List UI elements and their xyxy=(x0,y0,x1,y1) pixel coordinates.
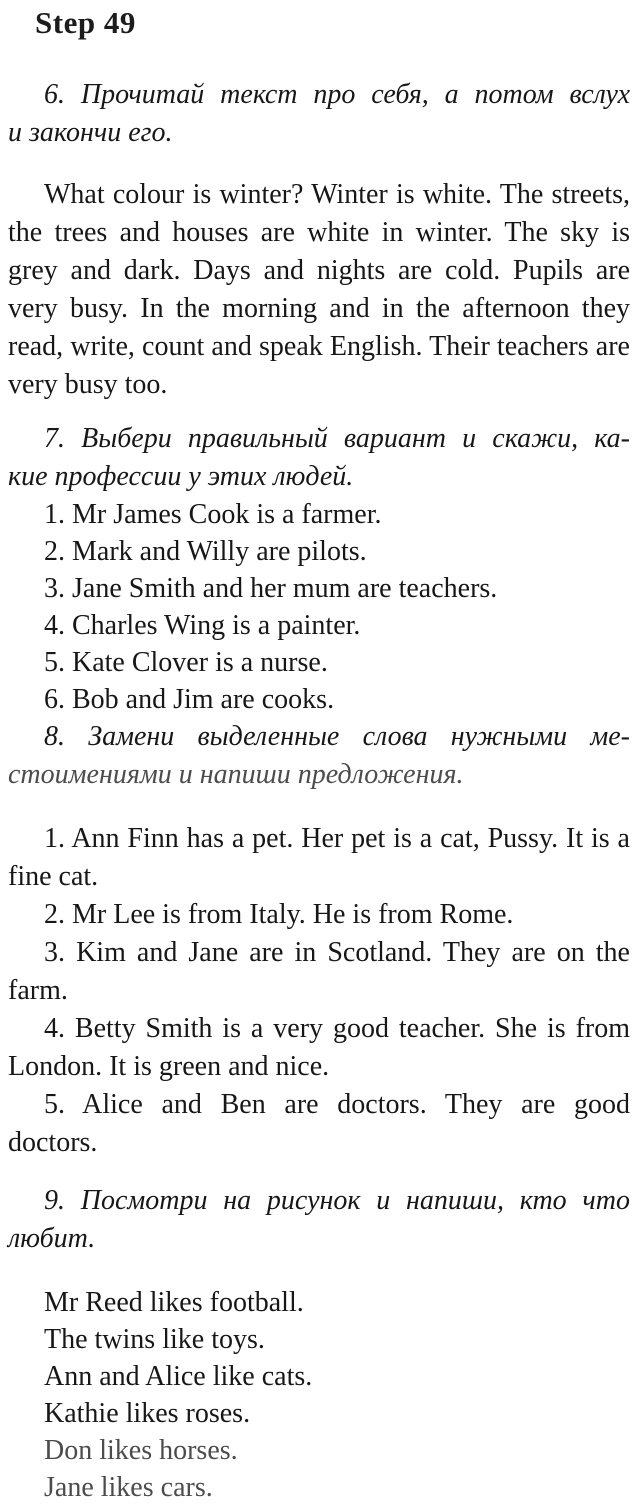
exercise-8 xyxy=(8,718,630,1162)
exercise-8-instruction xyxy=(8,718,630,794)
exercise-9-item: Ann and Alice like cats. xyxy=(44,1361,313,1392)
exercise-9-item: Kathie likes roses. xyxy=(44,1398,251,1429)
exercise-8-instruction-line-2: стоимениями и напиши предложения. xyxy=(8,759,464,790)
exercise-8-item: 1. Ann Finn has a pet. Her pet is a cat, Pussy. It is a fine cat. xyxy=(8,823,630,892)
exercise-9-items xyxy=(8,1284,630,1506)
exercise-7-item: 3. Jane Smith and her mum are teachers. xyxy=(44,573,498,604)
exercise-7-items xyxy=(8,496,630,718)
exercise-7-instruction xyxy=(8,420,630,496)
page-title: Step 49 xyxy=(35,5,136,40)
exercise-8-item: 4. Betty Smith is a very good teacher. She is from London. It is green and nice. xyxy=(8,1013,630,1082)
exercise-6-instruction-line-1: 6. Прочитай текст про себя, а потом вслух xyxy=(44,79,630,110)
exercise-9-instruction-line-1: 9. Посмотри на рисунок и напиши, кто что xyxy=(44,1185,630,1216)
exercise-9-item: Mr Reed likes football. xyxy=(44,1287,304,1318)
exercise-7-item: 4. Charles Wing is a painter. xyxy=(44,610,361,641)
exercise-7-item: 6. Bob and Jim are cooks. xyxy=(44,684,335,715)
exercise-9 xyxy=(8,1182,630,1506)
exercise-9-instruction xyxy=(8,1182,630,1258)
exercise-9-item: Jane likes cars. xyxy=(44,1472,213,1503)
exercise-6 xyxy=(8,76,630,404)
exercise-7-item: 5. Kate Clover is a nurse. xyxy=(44,647,328,678)
exercise-9-instruction-line-2: любит. xyxy=(8,1223,96,1254)
exercise-6-instruction-line-2: и закончи его. xyxy=(8,117,173,148)
exercise-7 xyxy=(8,420,630,718)
exercise-9-item: The twins like toys. xyxy=(44,1324,265,1355)
exercise-7-item: 1. Mr James Cook is a farmer. xyxy=(44,499,382,530)
exercise-8-item: 3. Kim and Jane are in Scotland. They are on the farm. xyxy=(8,937,630,1006)
exercise-9-item: Don likes horses. xyxy=(44,1435,238,1466)
exercise-8-item: 2. Mr Lee is from Italy. He is from Rome. xyxy=(44,899,514,930)
exercise-7-instruction-line-1: 7. Выбери правильный вариант и скажи, ка- xyxy=(44,423,630,454)
exercise-8-items xyxy=(8,820,630,1162)
exercise-6-instruction xyxy=(8,76,630,152)
exercise-7-item: 2. Mark and Willy are pilots. xyxy=(44,536,367,567)
exercise-8-instruction-line-1: 8. Замени выделенные слова нужными ме- xyxy=(44,721,630,752)
exercise-8-item: 5. Alice and Ben are doctors. They are good doctors. xyxy=(8,1089,630,1158)
exercise-7-instruction-line-2: кие профессии у этих людей. xyxy=(8,461,354,492)
reading-text: What colour is winter? Winter is white. The streets, the trees and houses are white in winter. The sky is grey and dark. Days and nights are cold. Pupils are very busy. In the morning and in the afternoon they read, write, count and speak English. Their teachers are very busy too. xyxy=(8,179,630,400)
